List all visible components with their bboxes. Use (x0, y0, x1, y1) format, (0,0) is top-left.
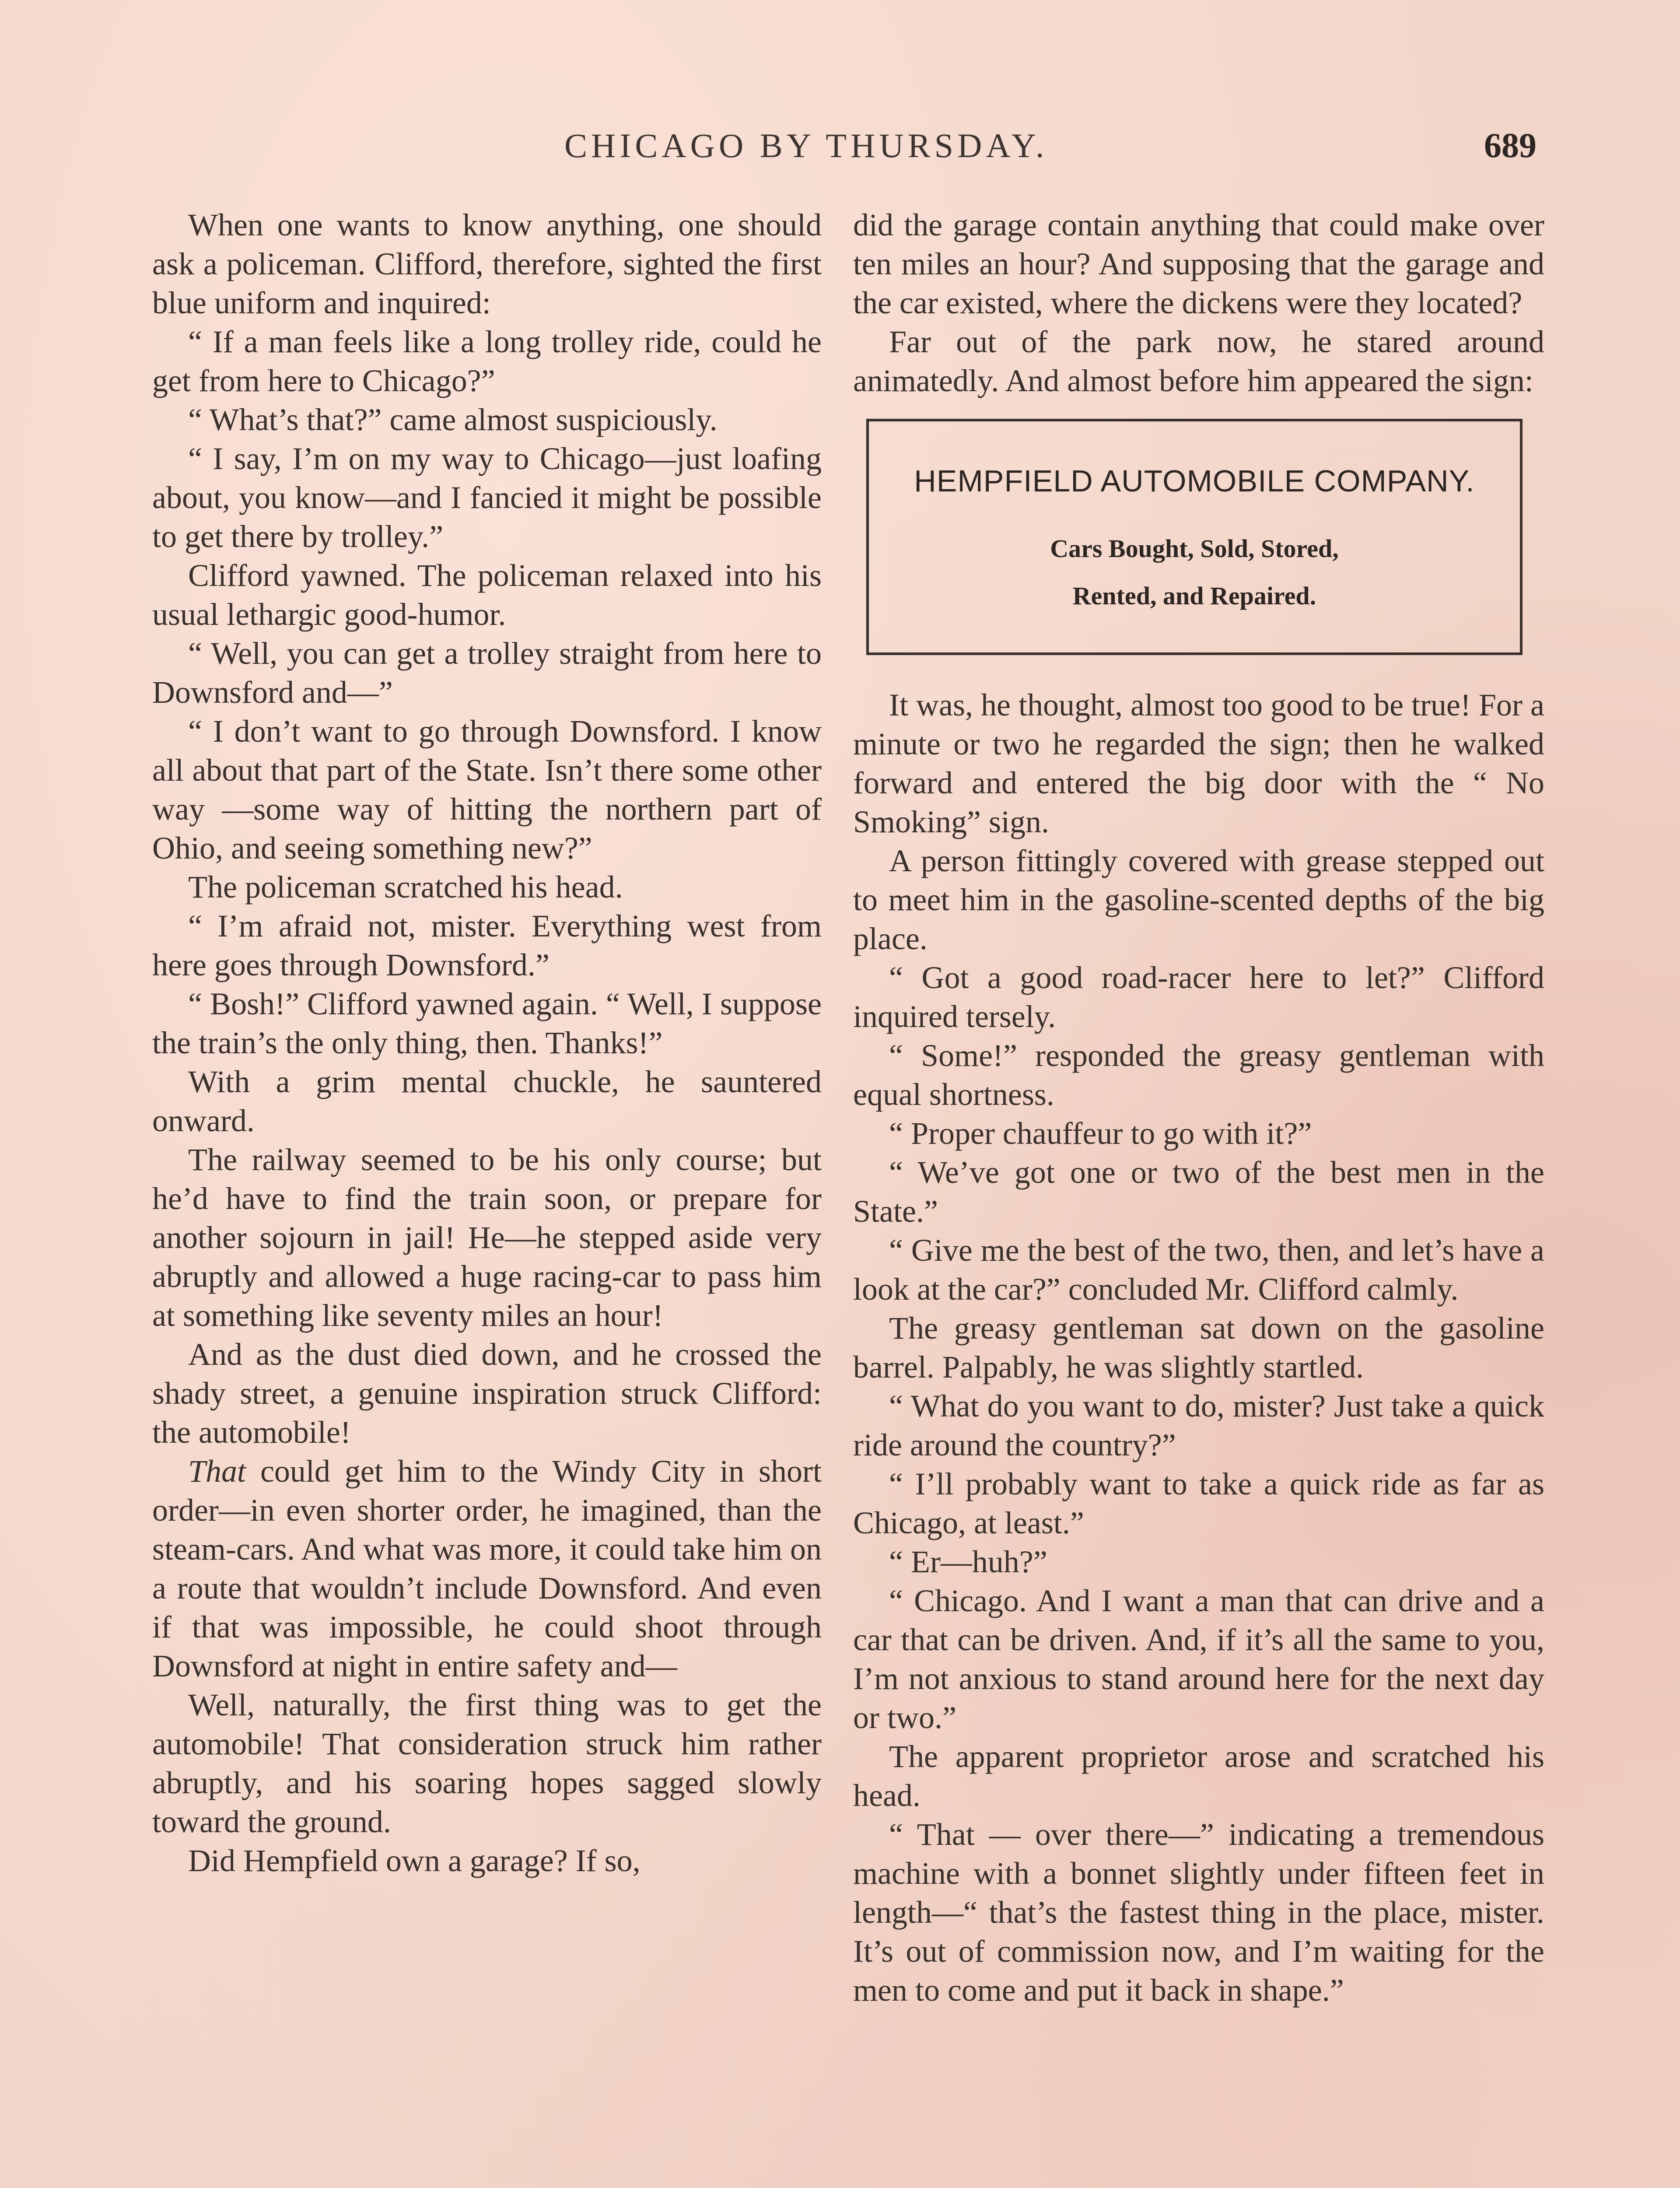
paragraph: And as the dust died down, and he crossed the shady street, a genuine inspiration struck Clifford: the automobile! (152, 1337, 822, 1450)
paragraph: The apparent proprietor arose and scratched his head. (853, 1739, 1544, 1813)
paragraph-italic-lead (152, 1452, 822, 1686)
paragraph: “ I say, I’m on my way to Chicago—just loafing about, you know—and I fancied it might be possible to get there by trolley.” (152, 441, 822, 554)
paragraph: “ Well, you can get a trolley straight from here to Downsford and—” (152, 636, 822, 710)
paragraph: “ Give me the best of the two, then, and let’s have a look at the car?” concluded Mr. Clifford calmly. (853, 1233, 1544, 1307)
sign-title: HEMPFIELD AUTOMOBILE COMPANY. (914, 464, 1475, 498)
running-title: CHICAGO BY THURSDAY. (564, 126, 1048, 165)
paragraph: When one wants to know anything, one should ask a policeman. Clifford, therefore, sighted the first blue uniform and inquired: (152, 207, 822, 320)
paragraph: “ We’ve got one or two of the best men in the State.” (853, 1155, 1544, 1229)
paragraph: A person fittingly covered with grease stepped out to meet him in the gasoline-scented depths of the big place. (853, 843, 1544, 956)
paragraph-text: could get him to the Windy City in short order—in even shorter order, he imagined, than the steam-cars. And what was more, it could take him on a route that wouldn’t include Downsford. And even if that was impossible, he could shoot through Downsford at night in entire safety and— (152, 1454, 822, 1683)
paragraph-continuation: did the garage contain anything that could make over ten miles an hour? And supposing that the garage and the car existed, where the dickens were they located? (853, 207, 1544, 320)
right-column (853, 206, 1544, 2010)
paragraph: “ Proper chauffeur to go with it?” (889, 1116, 1312, 1151)
paragraph: “ What do you want to do, mister? Just take a quick ride around the country?” (853, 1389, 1544, 1462)
paragraph: “ I don’t want to go through Downsford. I know all about that part of the State. Isn’t there some other way —some way of hitting the northern part of Ohio, and seeing something new?” (152, 714, 822, 866)
paragraph: “ That — over there—” indicating a tremendous machine with a bonnet slightly under fifteen feet in length—“ that’s the fastest thing in the place, mister. It’s out of commission now, and I’m waiting for the men to come and put it back in shape.” (853, 1817, 1544, 2008)
paragraph: “ If a man feels like a long trolley ride, could he get from here to Chicago?” (152, 324, 822, 398)
paragraph: Far out of the park now, he stared around animatedly. And almost before him appeared the sign: (853, 324, 1544, 398)
paragraph: Well, naturally, the first thing was to get the automobile! That consideration struck him rather abruptly, and his soaring hopes sagged slowly toward the ground. (152, 1687, 822, 1839)
paragraph: The greasy gentleman sat down on the gasoline barrel. Palpably, he was slightly startled. (853, 1311, 1544, 1385)
paragraph: “ Bosh!” Clifford yawned again. “ Well, I suppose the train’s the only thing, then. Thanks!” (152, 986, 822, 1060)
left-column (152, 206, 822, 1880)
paragraph: “ Er—huh?” (889, 1544, 1047, 1579)
company-sign (866, 419, 1522, 655)
italic-word: That (188, 1454, 246, 1489)
paragraph: It was, he thought, almost too good to be true! For a minute or two he regarded the sign; then he walked forward and entered the big door with the “ No Smoking” sign. (853, 687, 1544, 839)
page-number: 689 (1484, 126, 1536, 165)
paragraph: “ I’m afraid not, mister. Everything west from here goes through Downsford.” (152, 908, 822, 982)
paragraph: “ What’s that?” came almost suspiciously. (188, 402, 718, 437)
paragraph: “ Chicago. And I want a man that can drive and a car that can be driven. And, if it’s all the same to you, I’m not anxious to stand around here for the next day or two.” (853, 1583, 1544, 1735)
paragraph: With a grim mental chuckle, he sauntered onward. (152, 1064, 822, 1138)
paragraph: Clifford yawned. The policeman relaxed into his usual lethargic good-humor. (152, 558, 822, 632)
sign-line: Rented, and Repaired. (1072, 582, 1316, 610)
paragraph: “ I’ll probably want to take a quick ride as far as Chicago, at least.” (853, 1466, 1544, 1540)
paragraph: The policeman scratched his head. (188, 870, 623, 905)
paragraph: Did Hempfield own a garage? If so, (188, 1843, 640, 1878)
paragraph: “ Got a good road-racer here to let?” Clifford inquired tersely. (853, 960, 1544, 1034)
paragraph: “ Some!” responded the greasy gentleman with equal shortness. (853, 1038, 1544, 1112)
paragraph: The railway seemed to be his only course; but he’d have to find the train soon, or prepare for another sojourn in jail! He—he stepped aside very abruptly and allowed a huge racing-car to pass him at something like seventy miles an hour! (152, 1142, 822, 1333)
sign-line: Cars Bought, Sold, Stored, (1050, 534, 1339, 563)
